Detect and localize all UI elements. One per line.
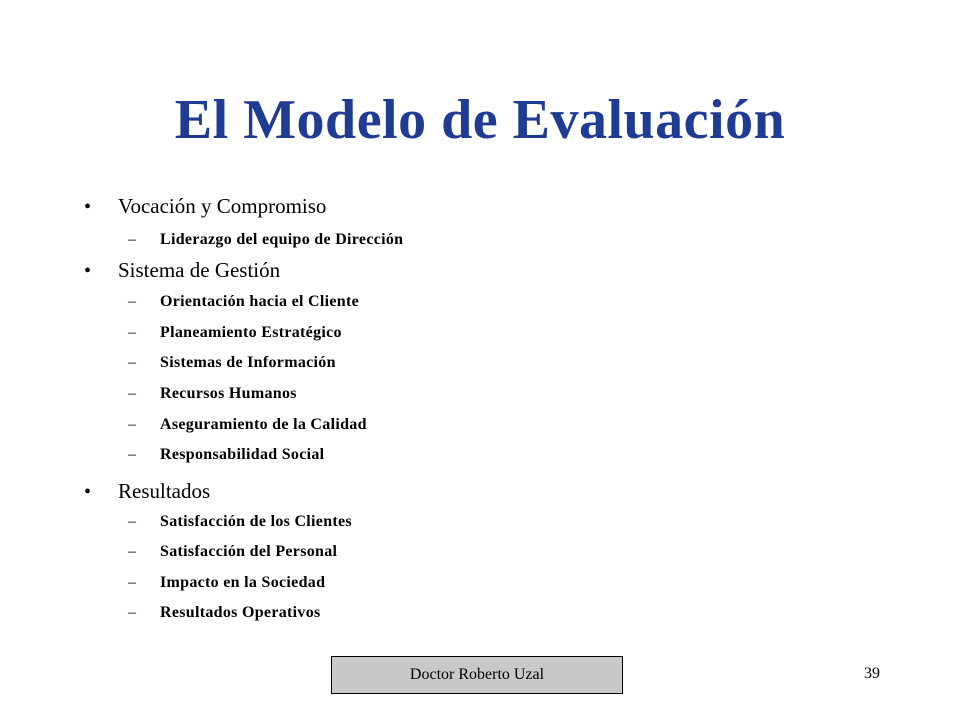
sub-bullet-item: [128, 292, 359, 312]
sub-bullet-item: [128, 542, 337, 562]
bullet-item: [84, 478, 210, 505]
sub-bullet-label: Satisfacción de los Clientes: [160, 513, 352, 530]
bullet-label: Vocación y Compromiso: [118, 194, 327, 218]
sub-bullet-label: Impacto en la Sociedad: [160, 574, 326, 591]
dash-glyph: –: [128, 604, 137, 621]
sub-bullet-label: Planeamiento Estratégico: [160, 324, 342, 341]
sub-bullet-item: [128, 384, 297, 404]
page-number: 39: [864, 665, 880, 682]
dash-glyph: –: [128, 293, 137, 310]
sub-bullet-label: Responsabilidad Social: [160, 446, 325, 463]
dash-glyph: –: [128, 354, 137, 371]
dash-glyph: –: [128, 385, 137, 402]
sub-bullet-item: [128, 573, 325, 593]
sub-bullet-label: Sistemas de Información: [160, 354, 336, 371]
dash-glyph: –: [128, 513, 137, 530]
bullet-glyph: •: [84, 260, 92, 282]
sub-bullet-label: Orientación hacia el Cliente: [160, 293, 360, 310]
sub-bullet-item: [128, 323, 342, 343]
bullet-label: Resultados: [118, 479, 211, 503]
sub-bullet-label: Satisfacción del Personal: [160, 543, 338, 560]
footer-author-box: [331, 656, 623, 694]
sub-bullet-label: Liderazgo del equipo de Dirección: [160, 231, 404, 248]
sub-bullet-item: [128, 445, 324, 465]
slide-title: El Modelo de Evaluación: [174, 89, 786, 151]
sub-bullet-item: [128, 512, 352, 532]
sub-bullet-label: Resultados Operativos: [160, 604, 321, 621]
sub-bullet-item: [128, 353, 336, 373]
bullet-glyph: •: [84, 196, 92, 218]
sub-bullet-item: [128, 230, 403, 250]
bullet-item: [84, 257, 280, 284]
sub-bullet-item: [128, 603, 321, 623]
dash-glyph: –: [128, 543, 137, 560]
dash-glyph: –: [128, 416, 137, 433]
dash-glyph: –: [128, 446, 137, 463]
dash-glyph: –: [128, 324, 137, 341]
sub-bullet-label: Recursos Humanos: [160, 385, 297, 402]
sub-bullet-item: [128, 415, 367, 435]
footer-author: Doctor Roberto Uzal: [409, 666, 545, 683]
sub-bullet-label: Aseguramiento de la Calidad: [160, 416, 367, 433]
dash-glyph: –: [128, 231, 137, 248]
bullet-item: [84, 193, 326, 220]
bullet-label: Sistema de Gestión: [118, 258, 281, 282]
dash-glyph: –: [128, 574, 137, 591]
bullet-glyph: •: [84, 481, 92, 503]
